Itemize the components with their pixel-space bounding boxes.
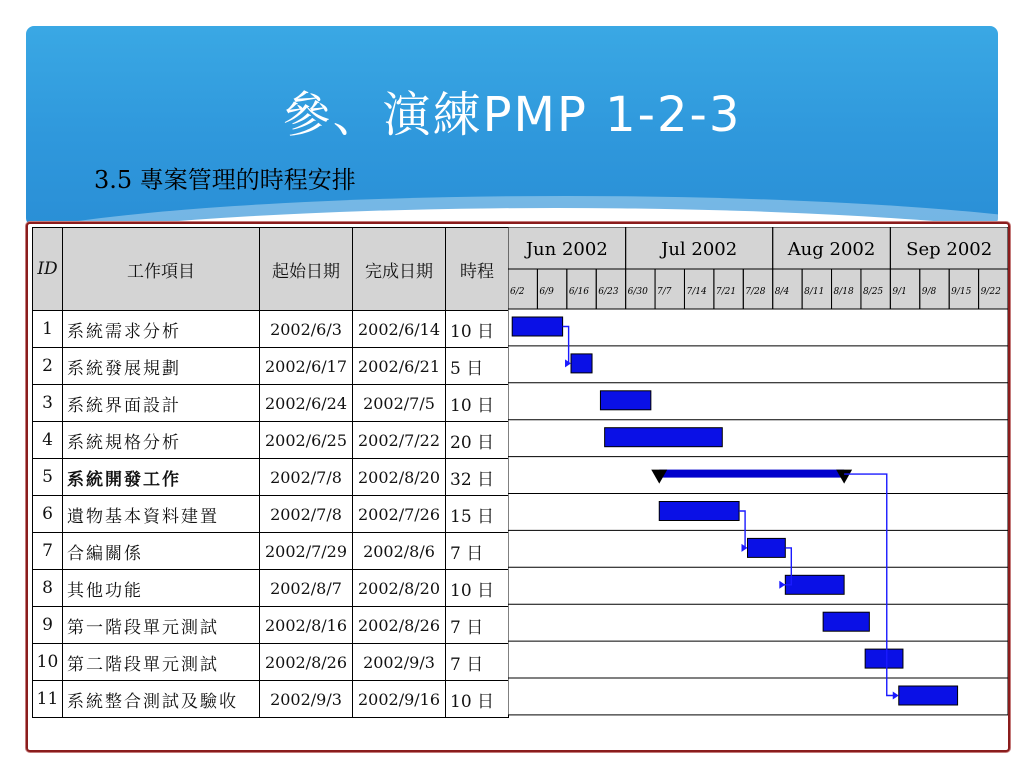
task-duration: 7 日 [446,644,509,681]
header-duration: 時程 [446,228,509,311]
week-label: 6/2 [510,287,525,297]
task-name: 系統規格分析 [63,422,260,459]
header-task: 工作項目 [63,228,260,311]
task-name: 系統界面設計 [63,385,260,422]
month-label: Jul 2002 [661,239,738,260]
task-bar [659,502,739,521]
table-row [33,570,509,607]
task-duration: 20 日 [446,422,509,459]
table-row [33,533,509,570]
task-end: 2002/6/21 [353,348,446,385]
task-name: 系統發展規劃 [63,348,260,385]
task-id: 10 [33,644,63,681]
task-duration: 5 日 [446,348,509,385]
task-start: 2002/9/3 [260,681,353,718]
slide-title: 參、演練PMP 1-2-3 [282,87,742,143]
task-start: 2002/7/8 [260,459,353,496]
table-row [33,681,509,718]
week-label: 9/8 [921,287,937,297]
task-bar [512,317,562,336]
task-end: 2002/9/3 [353,644,446,681]
table-row [33,459,509,496]
week-label: 6/30 [627,287,648,297]
week-label: 9/15 [951,287,972,297]
table-row [33,644,509,681]
task-id: 6 [33,496,63,533]
task-duration: 10 日 [446,570,509,607]
slide-subtitle: 3.5 專案管理的時程安排 [94,166,356,194]
task-id: 7 [33,533,63,570]
header-end: 完成日期 [353,228,446,311]
task-start: 2002/8/16 [260,607,353,644]
task-bar [747,538,785,557]
task-bar [823,612,869,631]
gantt-chart [508,227,1008,745]
task-duration: 10 日 [446,385,509,422]
table-row [33,422,509,459]
task-duration: 32 日 [446,459,509,496]
task-name: 系統需求分析 [63,311,260,348]
task-end: 2002/8/20 [353,570,446,607]
task-bar [785,575,844,594]
task-duration: 10 日 [446,681,509,718]
task-bar [571,354,592,373]
week-label: 9/1 [892,287,907,297]
week-label: 8/18 [833,287,854,297]
table-row [33,348,509,385]
week-label: 7/14 [686,287,707,297]
task-id: 11 [33,681,63,718]
header-id: ID [33,228,63,311]
week-label: 6/16 [568,287,590,297]
task-bar [865,649,903,668]
task-end: 2002/7/5 [353,385,446,422]
task-start: 2002/6/17 [260,348,353,385]
task-end: 2002/8/6 [353,533,446,570]
task-start: 2002/7/29 [260,533,353,570]
task-name: 系統整合測試及驗收 [63,681,260,718]
task-name: 第一階段單元測試 [63,607,260,644]
week-label: 8/11 [804,287,825,297]
task-end: 2002/9/16 [353,681,446,718]
task-id: 4 [33,422,63,459]
task-bar [605,428,723,447]
task-name: 遺物基本資料建置 [63,496,260,533]
task-start: 2002/8/7 [260,570,353,607]
task-name: 合編關係 [63,533,260,570]
task-name: 系統開發工作 [63,459,260,496]
task-end: 2002/7/26 [353,496,446,533]
task-id: 9 [33,607,63,644]
task-end: 2002/6/14 [353,311,446,348]
month-label: Sep 2002 [906,239,993,260]
week-label: 9/22 [980,287,1001,297]
week-label: 6/23 [598,287,619,297]
table-row [33,311,509,348]
table-row [33,607,509,644]
task-duration: 15 日 [446,496,509,533]
task-id: 8 [33,570,63,607]
table-row [33,496,509,533]
month-label: Jun 2002 [525,239,608,260]
week-label: 7/28 [745,287,766,297]
week-label: 6/9 [539,287,554,297]
task-end: 2002/7/22 [353,422,446,459]
task-end: 2002/8/20 [353,459,446,496]
task-name: 第二階段單元測試 [63,644,260,681]
month-label: Aug 2002 [787,239,876,260]
week-label: 7/21 [715,287,737,297]
task-duration: 7 日 [446,533,509,570]
week-label: 8/25 [862,287,884,297]
task-id: 2 [33,348,63,385]
task-name: 其他功能 [63,570,260,607]
task-id: 5 [33,459,63,496]
task-duration: 10 日 [446,311,509,348]
task-bar [899,686,958,705]
task-start: 2002/8/26 [260,644,353,681]
task-id: 1 [33,311,63,348]
week-label: 8/4 [774,287,790,297]
summary-bar [659,470,844,478]
task-id: 3 [33,385,63,422]
task-table [32,227,509,718]
header-start: 起始日期 [260,228,353,311]
task-start: 2002/6/24 [260,385,353,422]
task-start: 2002/7/8 [260,496,353,533]
task-start: 2002/6/3 [260,311,353,348]
task-duration: 7 日 [446,607,509,644]
task-bar [600,391,650,410]
week-label: 7/7 [657,287,672,297]
task-start: 2002/6/25 [260,422,353,459]
task-end: 2002/8/26 [353,607,446,644]
table-row [33,385,509,422]
